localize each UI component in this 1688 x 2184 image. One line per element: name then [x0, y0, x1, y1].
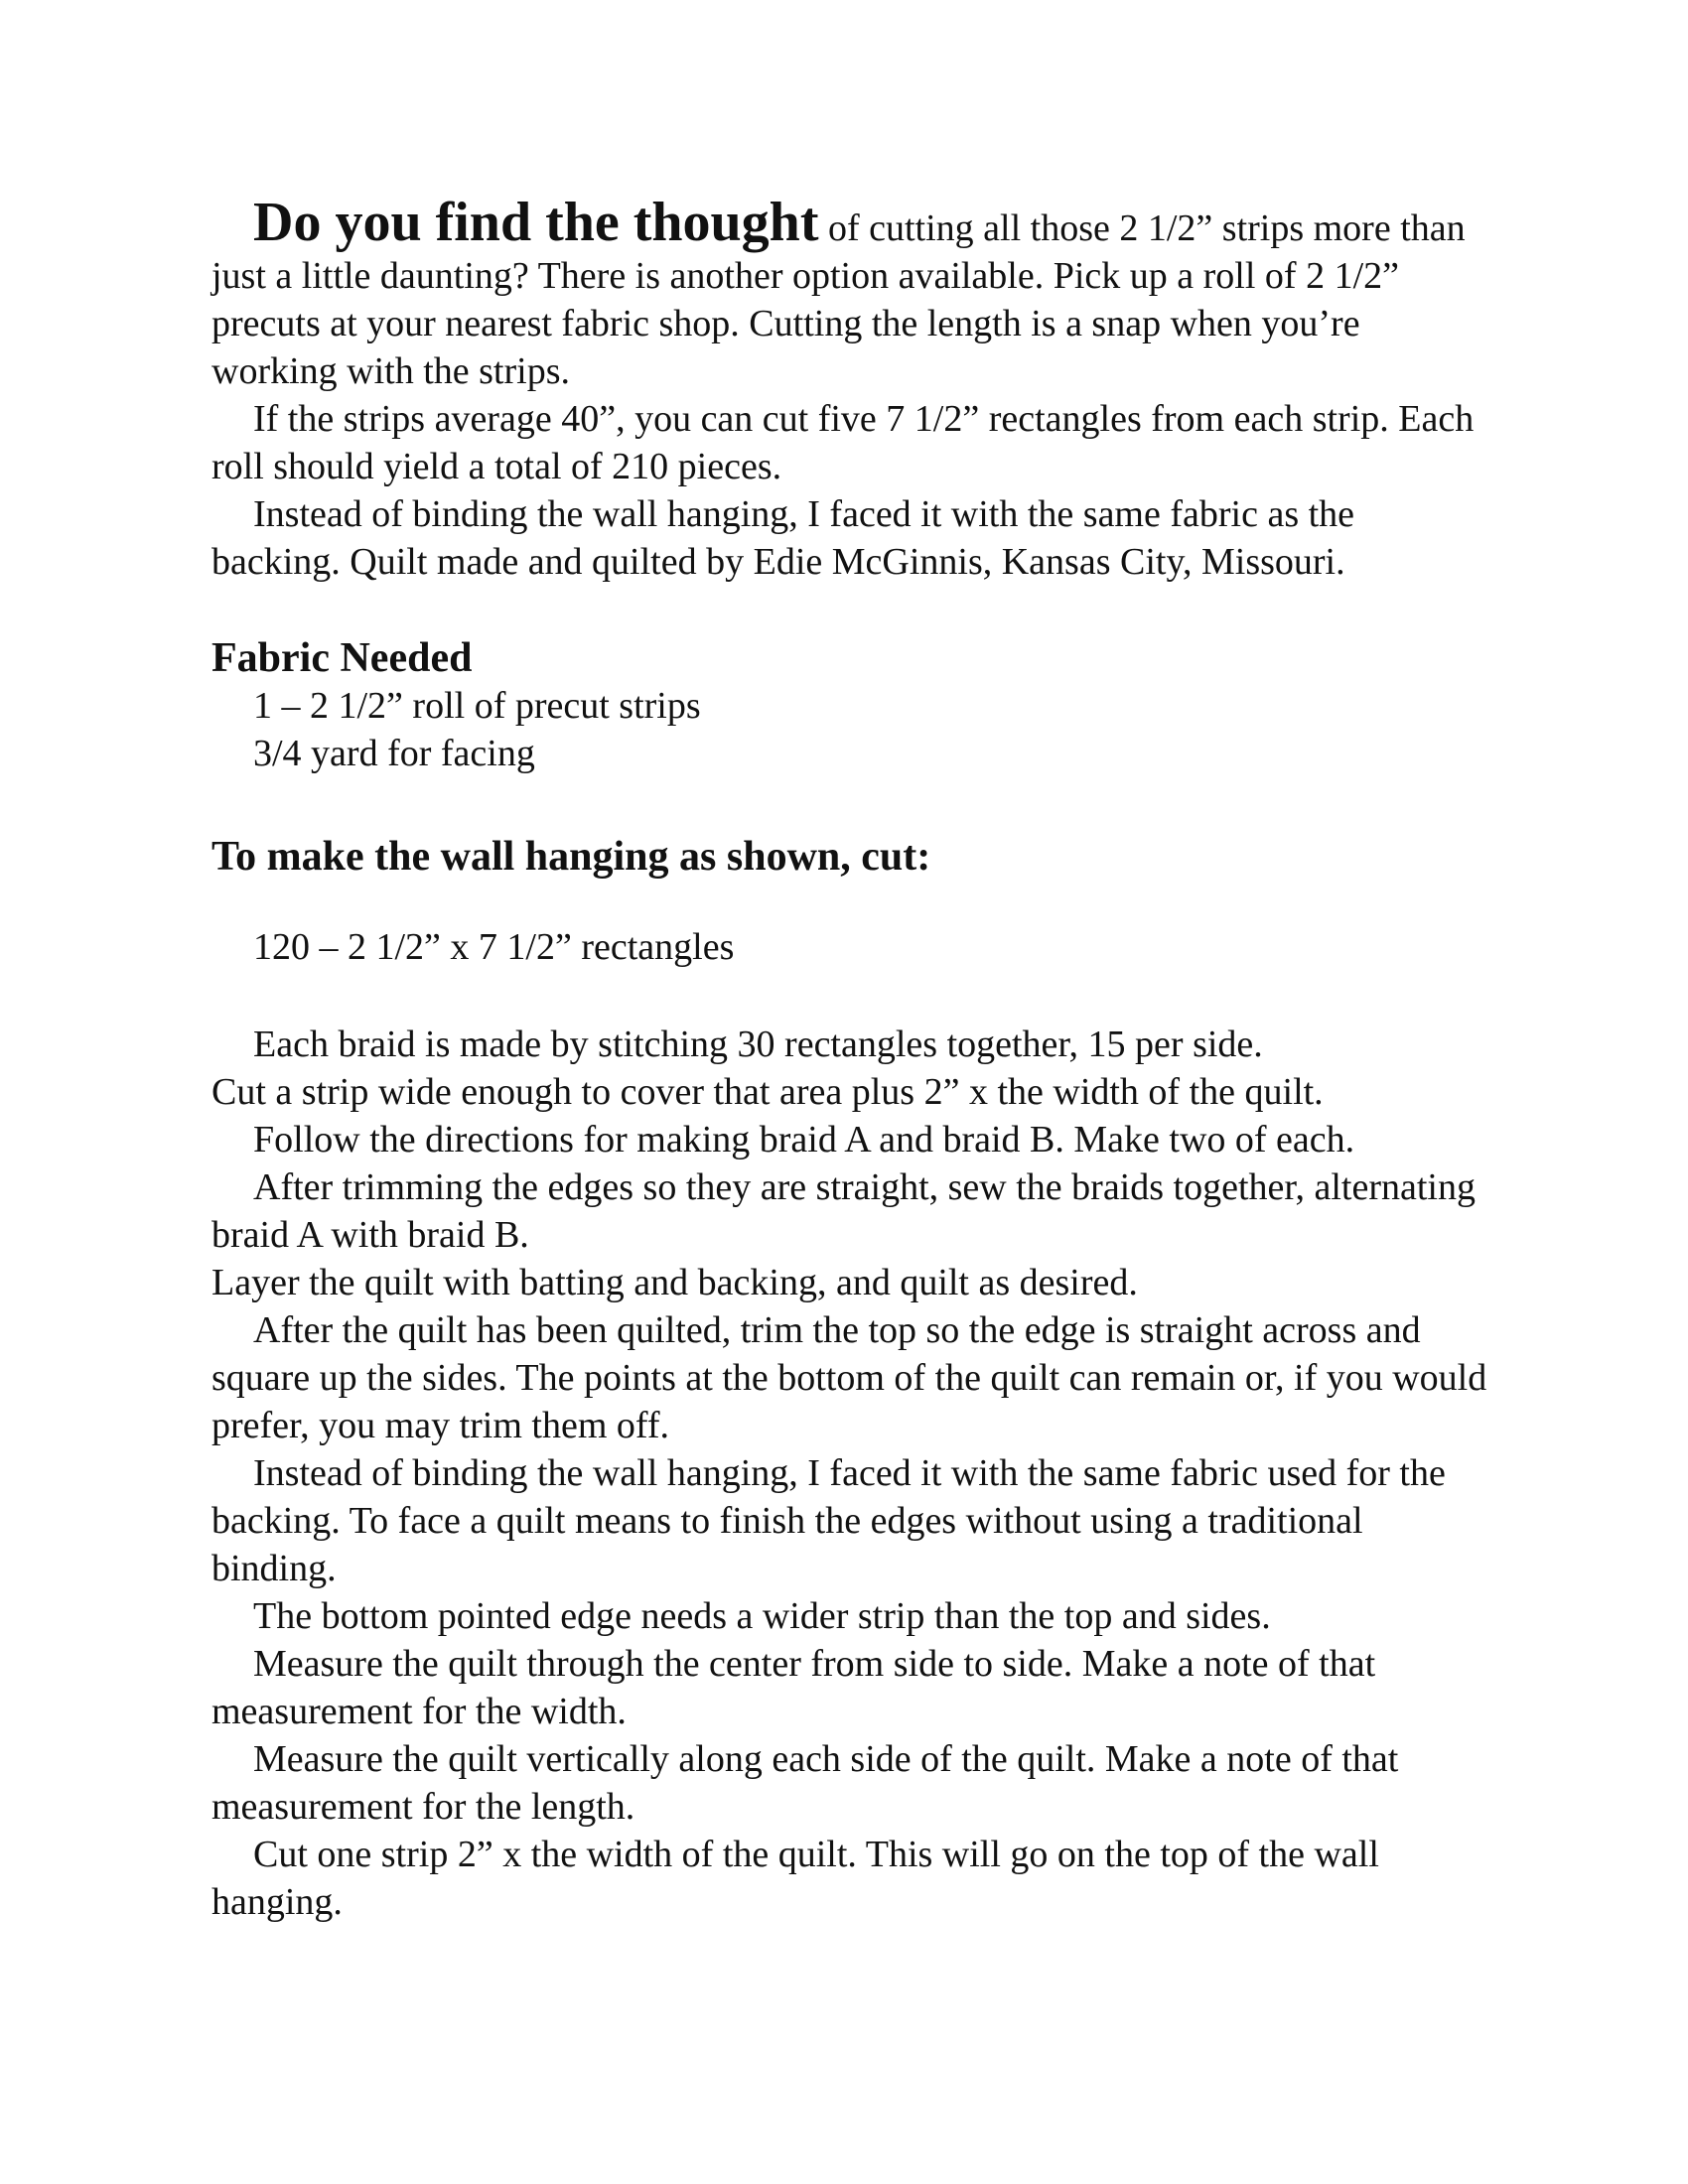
cutting-heading: To make the wall hanging as shown, cut: [211, 834, 931, 880]
fabric-needed-heading: Fabric Needed [211, 635, 473, 681]
instruction-paragraph: Measure the quilt through the center from side to side. Make a note of that measurement for the width. [211, 1643, 1376, 1732]
instruction-paragraph: After trimming the edges so they are straight, sew the braids together, alternating braid A with braid B. [211, 1166, 1476, 1256]
fabric-item: 3/4 yard for facing [253, 733, 535, 774]
instruction-paragraph: Each braid is made by stitching 30 rectangles together, 15 per side. [253, 1024, 1263, 1065]
cut-item: 120 – 2 1/2” x 7 1/2” rectangles [253, 926, 735, 968]
instruction-paragraph: Cut a strip wide enough to cover that area plus 2” x the width of the quilt. [211, 1071, 1324, 1113]
document-page [211, 192, 1492, 1926]
fabric-item: 1 – 2 1/2” roll of precut strips [253, 685, 701, 727]
intro-paragraph-2: If the strips average 40”, you can cut five 7 1/2” rectangles from each strip. Each roll should yield a total of 210 pieces. [211, 398, 1475, 487]
intro-text: of cutting all those 2 1/2” strips more than just a little daunting? There is another option available. Pick up a roll of 2 1/2” precuts at your nearest fabric shop. Cutting the length is a snap when you’re working with the strips. [211, 207, 1466, 392]
instruction-paragraph: Instead of binding the wall hanging, I faced it with the same fabric used for the backing. To face a quilt means to finish the edges without using a traditional binding. [211, 1452, 1446, 1589]
instruction-paragraph: The bottom pointed edge needs a wider strip than the top and sides. [253, 1595, 1271, 1637]
lead-in-text: Do you find the thought [253, 192, 819, 253]
instruction-paragraph: Cut one strip 2” x the width of the quilt. This will go on the top of the wall hanging. [211, 1834, 1379, 1923]
instruction-paragraph: Measure the quilt vertically along each side of the quilt. Make a note of that measurement for the length. [211, 1738, 1399, 1828]
instruction-paragraph: Layer the quilt with batting and backing, and quilt as desired. [211, 1262, 1138, 1303]
instruction-paragraph: Follow the directions for making braid A and braid B. Make two of each. [253, 1119, 1355, 1160]
instruction-paragraph: After the quilt has been quilted, trim the top so the edge is straight across and square up the sides. The points at the bottom of the quilt can remain or, if you would prefer, you may trim them off. [211, 1309, 1487, 1446]
intro-paragraph [211, 192, 1492, 395]
intro-paragraph-3: Instead of binding the wall hanging, I faced it with the same fabric as the backing. Quilt made and quilted by Edie McGinnis, Kansas City, Missouri. [211, 493, 1355, 583]
